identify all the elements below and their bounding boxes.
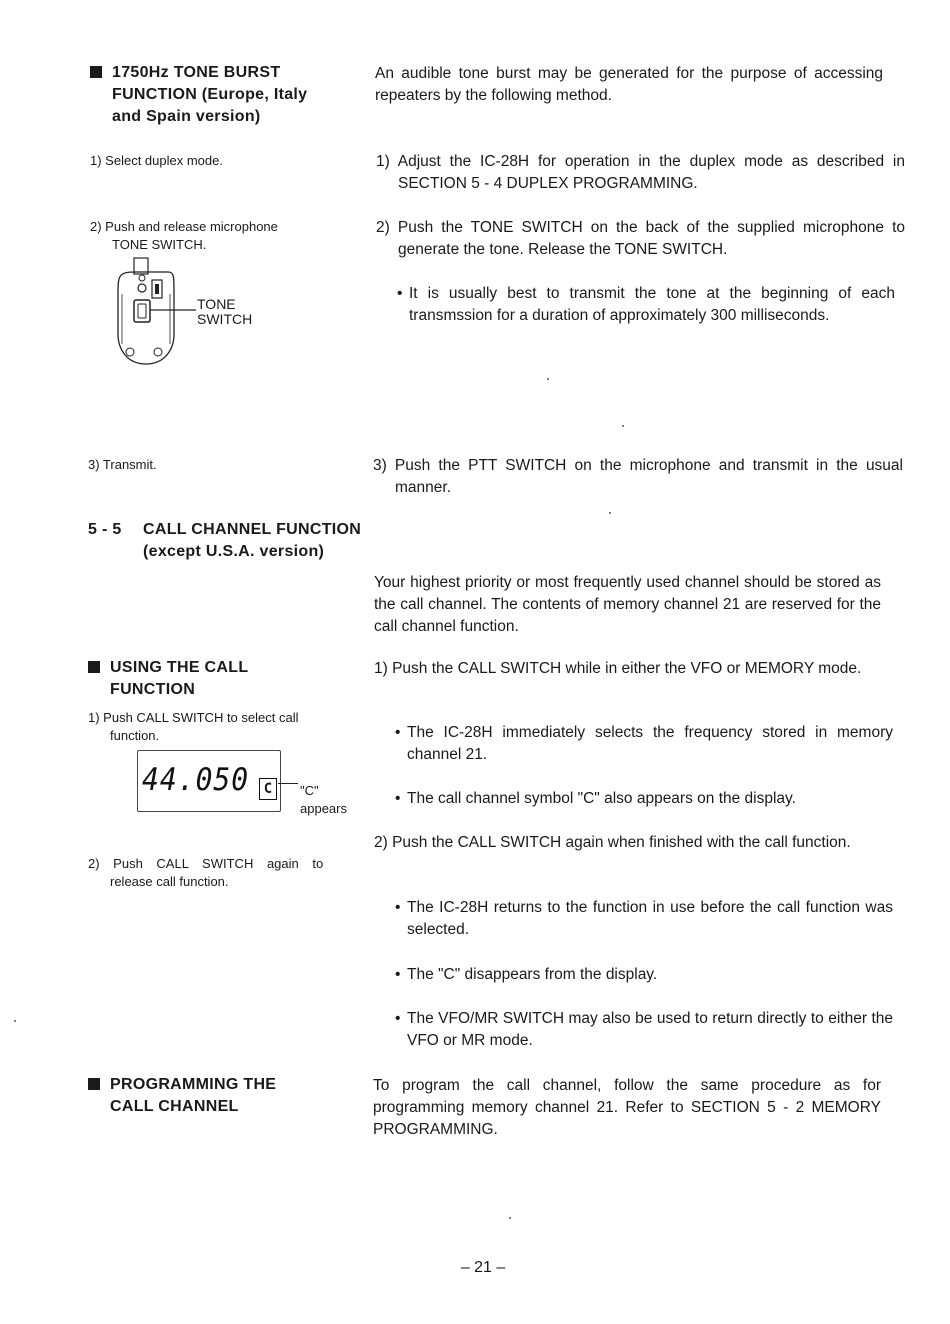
bullet-dot-icon: • (395, 790, 401, 807)
bullet-dot-icon: • (395, 724, 401, 741)
lcd-call-symbol: C (259, 778, 277, 800)
call-channel-section-title: 5 - 5 CALL CHANNEL FUNCTION (except U.S.A. version) (88, 521, 362, 560)
using-call-step1-bullet2: • The call channel symbol "C" also appears on the display. (395, 788, 893, 810)
using-call-step1-bullet1: • The IC-28H immediately selects the frequency stored in memory channel 21. (395, 724, 893, 763)
using-call-heading: USING THE CALL FUNCTION (88, 657, 358, 701)
programming-heading: PROGRAMMING THE CALL CHANNEL (88, 1074, 358, 1118)
tone-right-step3: 3) Push the PTT SWITCH on the microphone and transmit in the usual manner. (373, 457, 903, 496)
using-call-right-step1: 1) Push the CALL SWITCH while in either the VFO or MEMORY mode. (374, 660, 862, 677)
tone-right-step2-bullet: • It is usually best to transmit the tone at the beginning of each transmssion for a duration of approximately 300 milliseconds. (397, 285, 895, 324)
bullet-dot-icon: • (395, 966, 401, 983)
tone-burst-heading: 1750Hz TONE BURST FUNCTION (Europe, Italy and Spain version) (90, 62, 360, 128)
tone-switch-label: TONE SWITCH (197, 296, 253, 327)
lcd-frequency: 44.050 (142, 761, 250, 798)
bullet-square-icon (90, 66, 102, 78)
programming-text: To program the call channel, follow the same procedure as for programming memory channel 21. Refer to SECTION 5 - 2 MEMORY PROGRAMMING. (373, 1077, 881, 1138)
scan-speck (14, 1020, 16, 1022)
using-call-left-step2: 2) Push CALL SWITCH again to release call function. (88, 856, 324, 889)
lcd-leader-line (278, 783, 298, 784)
scan-speck (609, 512, 611, 514)
using-call-step2-bullet2: • The "C" disappears from the display. (395, 964, 893, 986)
using-call-step2-bullet1: • The IC-28H returns to the function in use before the call function was selected. (395, 899, 893, 938)
scan-speck (622, 425, 624, 427)
scan-speck (509, 1217, 511, 1219)
tone-left-step1: 1) Select duplex mode. (90, 153, 223, 168)
call-channel-intro: Your highest priority or most frequently used channel should be stored as the call channel. The contents of memory channel 21 are reserved for the call channel function. (374, 574, 881, 635)
scan-speck (547, 378, 549, 380)
tone-left-step2: 2) Push and release microphone TONE SWITCH. (90, 218, 333, 254)
lcd-display (137, 750, 281, 812)
lcd-label: "C" appears (300, 783, 347, 816)
bullet-dot-icon: • (395, 1010, 401, 1027)
tone-right-step2: 2) Push the TONE SWITCH on the back of the supplied microphone to generate the tone. Release the TONE SWITCH. (376, 219, 905, 258)
using-call-left-step1: 1) Push CALL SWITCH to select call function. (88, 710, 299, 743)
bullet-dot-icon: • (397, 285, 403, 302)
using-call-step2-bullet3: • The VFO/MR SWITCH may also be used to return directly to either the VFO or MR mode. (395, 1010, 893, 1049)
tone-left-step2-line1: 2) Push and release microphone (90, 219, 278, 234)
tone-burst-intro: An audible tone burst may be generated for the purpose of accessing repeaters by the following method. (375, 65, 883, 104)
bullet-dot-icon: • (395, 899, 401, 916)
page-number: – 21 – (460, 1259, 506, 1276)
tone-right-step1: 1) Adjust the IC-28H for operation in the duplex mode as described in SECTION 5 - 4 DUPLEX PROGRAMMING. (376, 153, 905, 192)
bullet-square-icon (88, 1078, 100, 1090)
using-call-right-step2: 2) Push the CALL SWITCH again when finished with the call function. (374, 834, 851, 851)
bullet-square-icon (88, 661, 100, 673)
tone-left-step3: 3) Transmit. (88, 457, 157, 472)
